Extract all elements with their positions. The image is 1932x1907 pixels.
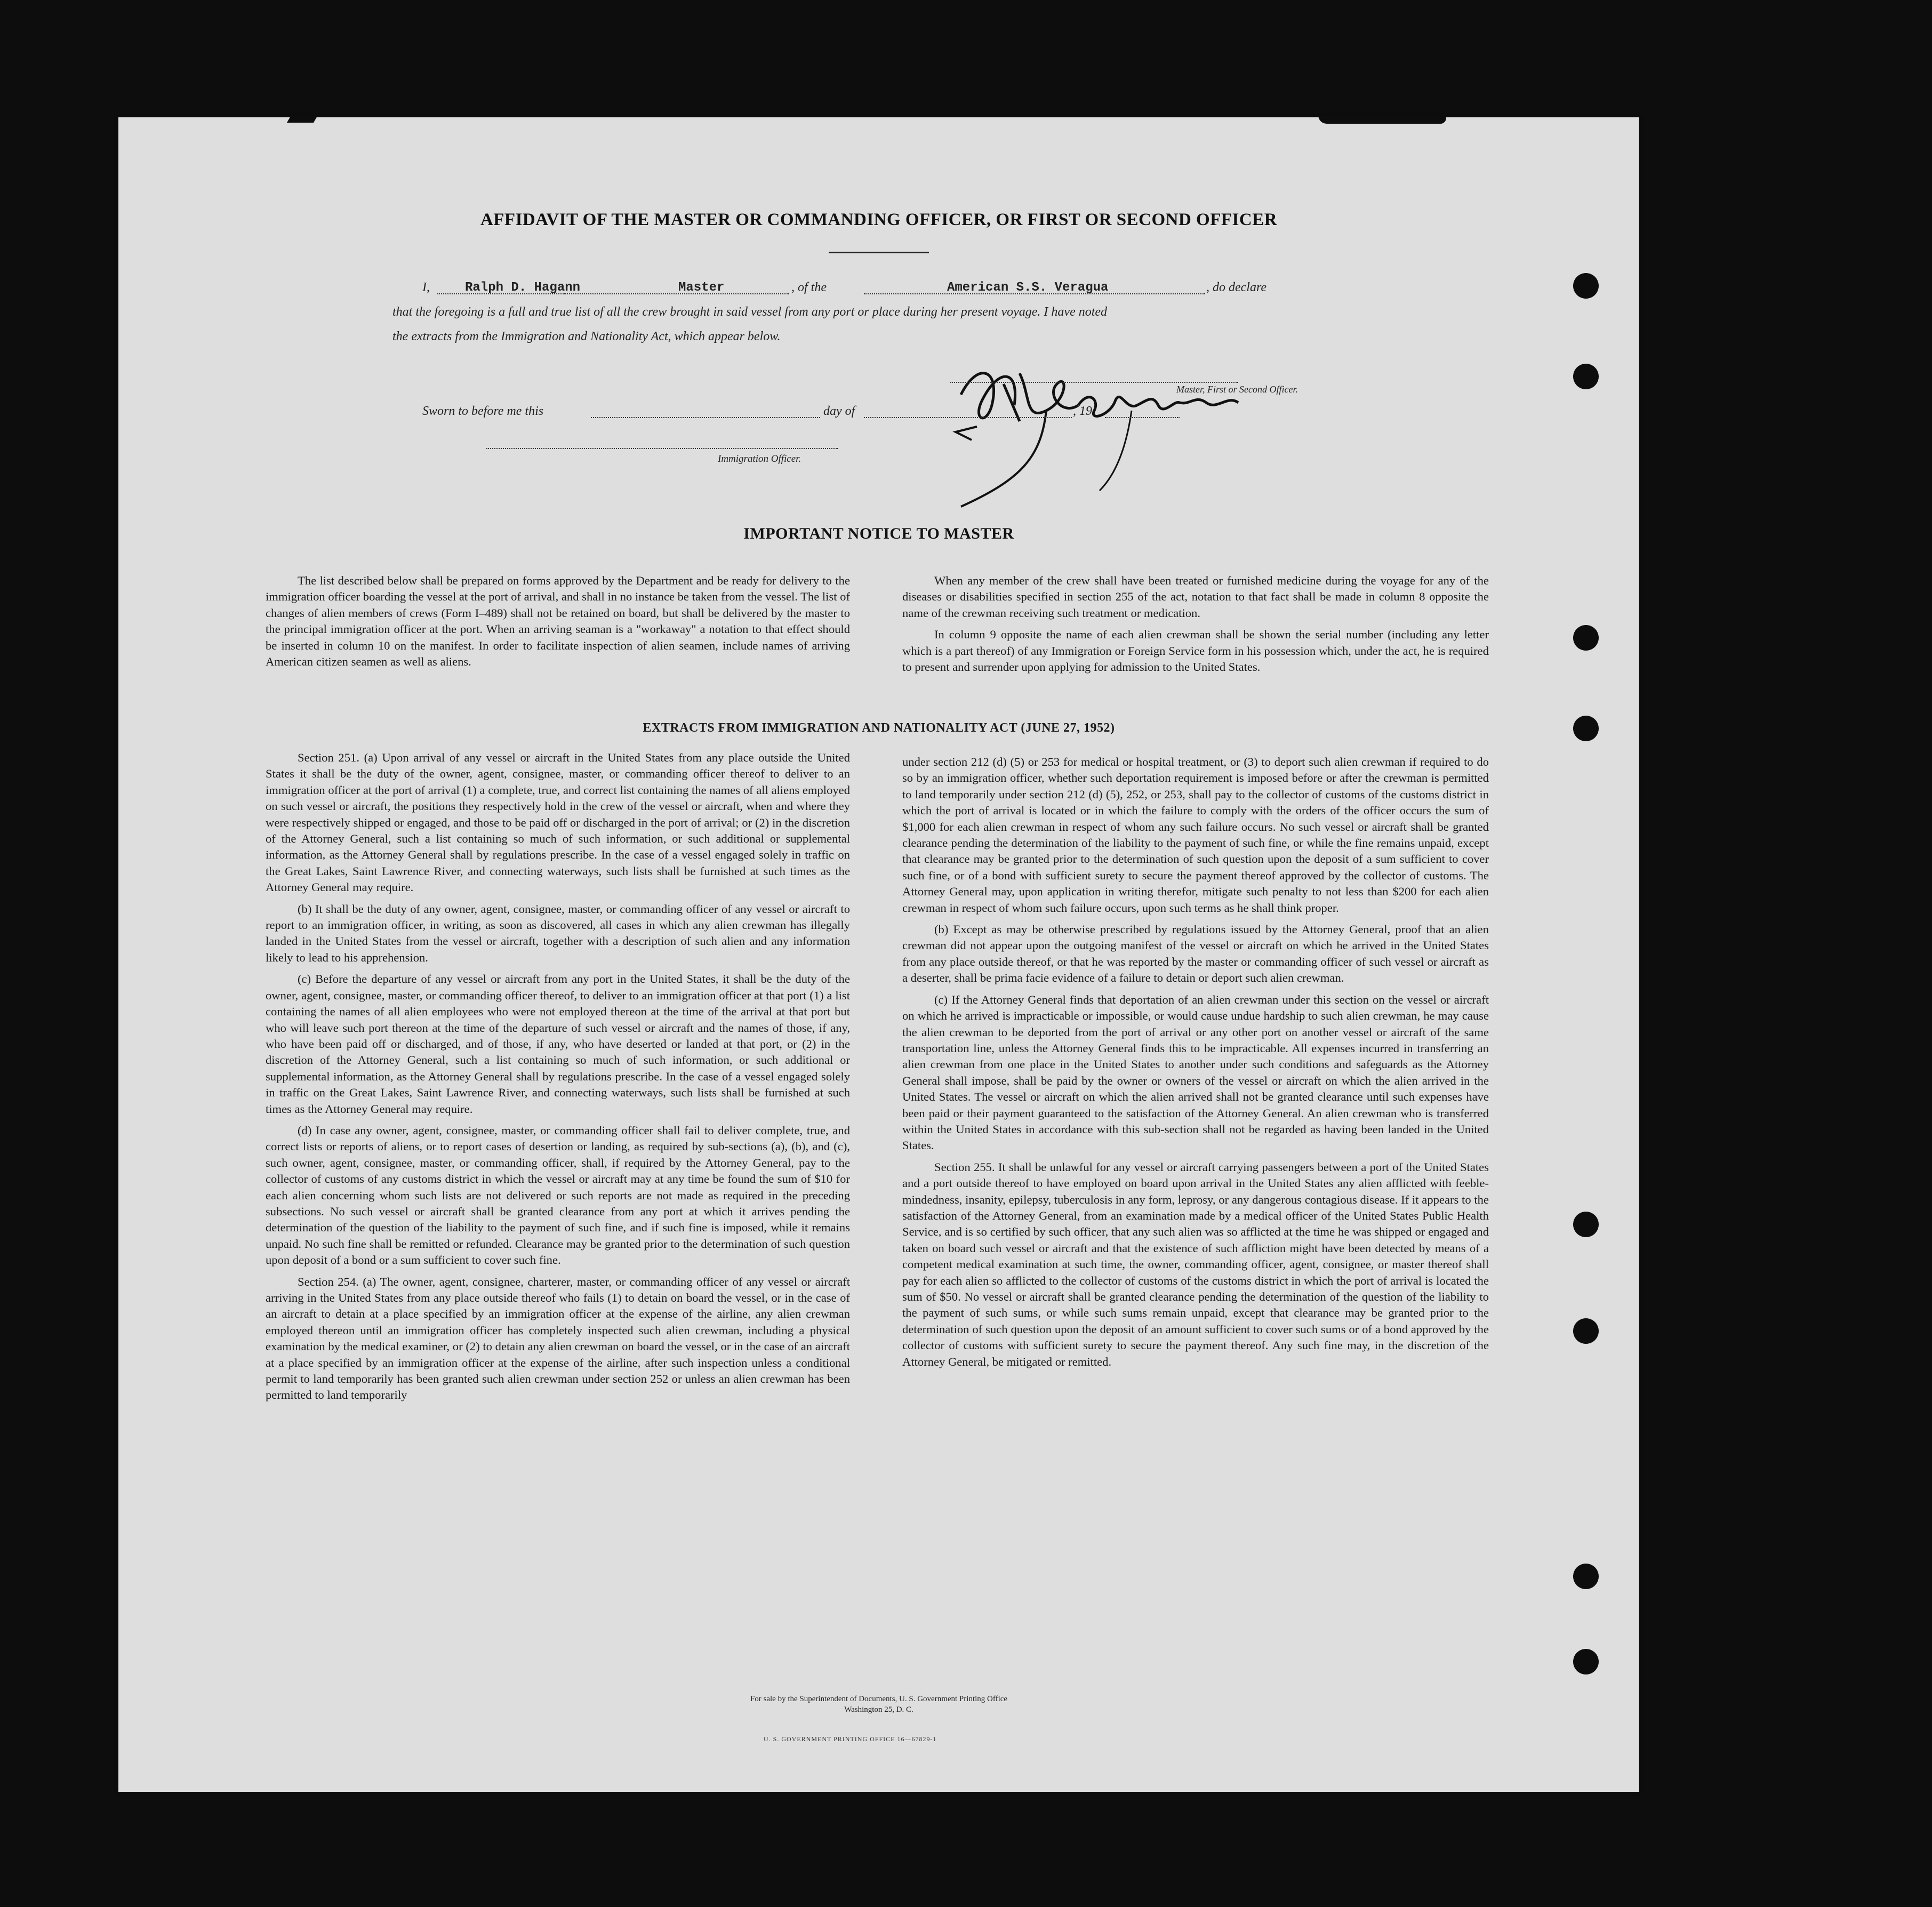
- notice-right-paragraph-2: In column 9 opposite the name of each alien crewman shall be shown the serial number (including any letter which is a part thereof) of any Immigration or Foreign Service form in his possession which, under the act, he is required to present and surrender upon applying for admission to the United States.: [902, 628, 1489, 674]
- notice-left-paragraph: The list described below shall be prepared on forms approved by the Department and be ready for delivery to the immigration officer boarding the vessel at the port of arrival, and shall in no instance be taken from the vessel. The list of changes of alien members of crews (Form I–489) shall not be retained on board, but shall be delivered by the master to the principal immigration officer at the port. When an arriving seaman is a "workaway" a notation to that effect should be inserted in column 10 on the manifest. In order to facilitate inspection of alien seamen, include names of arriving American citizen seamen as well as aliens.: [266, 574, 850, 669]
- section-251-a: Section 251. (a) Upon arrival of any vessel or aircraft in the United States from any place outside the United States it shall be the duty of the owner, agent, consignee, master, or commanding officer thereof to deliver to an immigration officer at the port of arrival (1) a complete, true, and correct list containing the names of all aliens employed on such vessel or aircraft, the positions they respectively hold in the crew of the vessel or aircraft, when and where they were respectively shipped or engaged, and those to be paid off or discharged in the port of arrival; or (2) in the discretion of the Attorney General, such a list containing so much of such information, or such additional or supplemental information, as the Attorney General shall by regulations prescribe. In the case of a vessel engaged solely in traffic on the Great Lakes, Saint Lawrence River, and connecting waterways, such lists shall be furnished at such times as the Attorney General may require.: [266, 751, 850, 894]
- signature-line: [950, 382, 1238, 383]
- notice-right-column: [902, 573, 1489, 675]
- master-name: Ralph D. Hagann: [465, 281, 581, 295]
- do-declare-label: , do declare: [1206, 281, 1267, 294]
- declaration-line-2: that the foregoing is a full and true list of all the crew brought in said vessel from any port or place during her present voyage. I have noted: [392, 305, 1108, 319]
- declaration-prefix: I,: [422, 281, 430, 294]
- sworn-year-blank: [1105, 417, 1180, 418]
- sale-footer-line-2: Washington 25, D. C.: [844, 1705, 913, 1714]
- rank-blank: [565, 293, 789, 294]
- sworn-month-blank: [864, 417, 1072, 418]
- notice-left-column: [266, 573, 850, 670]
- section-251-d: (d) In case any owner, agent, consignee, master, or commanding officer shall fail to deliver complete, true, and correct lists or reports of aliens, or to report cases of desertion or landing, as required by sub-sections (a), (b), and (c), such owner, agent, consignee, master, or commanding officer, shall, if required by the Attorney General, pay to the collector of customs of any customs district in which the vessel or aircraft may at any time be found the sum of $10 for each alien concerning whom such lists are not delivered or such reports are not made as required in the preceding subsections. No such vessel or aircraft shall be granted clearance from any port at which it arrives pending the determination of the question of the liability to the payment of such fine, and if such fine is imposed, while it remains unpaid. No such fine shall be remitted or refunded. Clearance may be granted prior to the determination of such question upon deposit of a bond or a sum sufficient to cover such fine.: [266, 1123, 850, 1267]
- vessel-name: American S.S. Veragua: [947, 281, 1109, 295]
- punch-hole: [1573, 1318, 1599, 1344]
- sworn-day-blank: [591, 417, 820, 418]
- notice-title: IMPORTANT NOTICE TO MASTER: [743, 525, 1014, 542]
- day-of-label: day of: [823, 404, 855, 418]
- sale-footer: [118, 1694, 1639, 1715]
- section-254-a: Section 254. (a) The owner, agent, consignee, charterer, master, or commanding officer of any vessel or aircraft arriving in the United States from any place outside thereof who fails (1) to detain on board the vessel, or in the case of an aircraft to detain at a place specified by an immigration officer at the expense of the airline, any alien crewman employed thereon until an immigration officer has completely inspected such alien crewman, including a physical examination by the medical examiner, or (2) to detain any alien crewman on board the vessel, or in the case of an aircraft at a place specified by an immigration officer at the expense of the airline, after such inspection unless a conditional permit to land temporarily has been granted such alien crewman under section 252 or unless an alien crewman has been permitted to land temporarily: [266, 1275, 850, 1402]
- master-signature: [940, 352, 1270, 512]
- extracts-left-column: [266, 750, 850, 1404]
- extracts-right-column: [902, 754, 1489, 1370]
- immigration-officer-caption: Immigration Officer.: [718, 453, 801, 464]
- section-251-c: (c) Before the departure of any vessel or aircraft from any port in the United States, it shall be the duty of the owner, agent, consignee, master, or commanding officer thereof, to deliver to an immigration officer at that port (1) a list containing the names of all alien employees who were not employed thereon at the time of the arrival at that port but who will leave such port thereon at the time of the departure of such vessel or aircraft and the names of those, if any, who have been paid off or discharged, and of those, if any, who have deserted or landed at that port, or (2) in the discretion of the Attorney General, such a list containing so much of such information, or such additional or supplemental information, as the Attorney General shall by regulations prescribe. In the case of a vessel engaged solely in traffic on the Great Lakes, Saint Lawrence River, and connecting waterways, such lists shall be furnished at such times as the Attorney General may require.: [266, 972, 850, 1116]
- notice-right-paragraph-1: When any member of the crew shall have been treated or furnished medicine during the voyage for any of the diseases or disabilities specified in section 255 of the act, notation to that fact shall be made in column 8 opposite the name of the crewman receiving such treatment or medication.: [902, 574, 1489, 620]
- year-prefix: , 19: [1073, 404, 1092, 418]
- section-251-b: (b) It shall be the duty of any owner, agent, consignee, master, or commanding officer of any vessel or aircraft to report to an immigration officer, in writing, as soon as discovered, all cases in which any alien crewman has illegally landed in the United States from the vessel or aircraft, together with a description of such alien and any information likely to lead to his apprehension.: [266, 902, 850, 964]
- sale-footer-line-1: For sale by the Superintendent of Documents, U. S. Government Printing Office: [750, 1695, 1008, 1703]
- section-254-c: (c) If the Attorney General finds that deportation of an alien crewman under this section on the vessel or aircraft on which he arrived is impracticable or impossible, or would cause undue hardship to such alien crewman, he may cause the alien crewman to be deported from the port of arrival or any other port on another vessel or aircraft of the same transportation line, unless the Attorney General finds this to be impracticable. All expenses incurred in transferring an alien crewman from one place in the United States to another under such conditions and safeguards as the Attorney General shall impose, shall be paid by the owner or owners of the vessel or aircraft on which the alien arrived in the United States. The vessel or aircraft on which the alien arrived shall not be granted clearance until such expenses have been paid or their payment guaranteed to the satisfaction of the Attorney General. An alien crewman who is transferred within the United States in accordance with this sub-section shall not be regarded as having been landed in the United States.: [902, 992, 1489, 1152]
- section-254-a-continued: under section 212 (d) (5) or 253 for medical or hospital treatment, or (3) to deport such alien crewman if required to do so by an immigration officer, whether such deportation requirement is imposed before or after the crewman is permitted to land temporarily under section 212 (d) (5), 252, or 253, shall pay to the collector of customs of the customs district in which the port of arrival is located or in which the failure to comply with the orders of the officer occurs the sum of $1,000 for each alien crewman in respect of whom any such failure occurs. No such vessel or aircraft shall be granted clearance pending the determination of the liability to the payment of such fine, or while the fine remains unpaid, except that clearance may be granted prior to the determination of such question upon the deposit of a sum sufficient to cover such fine, or of a bond with sufficient surety to secure the payment thereof approved by the collector of customs. The Attorney General may, upon application in writing therefor, mitigate such penalty to not less than $200 for each alien crewman in respect of whom such failure occurs, upon such terms as he shall think proper.: [902, 755, 1489, 915]
- extracts-title: EXTRACTS FROM IMMIGRATION AND NATIONALITY ACT (JUNE 27, 1952): [643, 721, 1115, 735]
- punch-hole: [1573, 1649, 1599, 1674]
- torn-edge: [1318, 115, 1446, 124]
- punch-hole: [1573, 1564, 1599, 1589]
- of-the-label: , of the: [791, 281, 827, 294]
- title-rule: [829, 252, 929, 253]
- punch-hole: [1573, 625, 1599, 651]
- punch-hole: [1573, 1212, 1599, 1237]
- declaration-line-3: the extracts from the Immigration and Nationality Act, which appear below.: [392, 330, 781, 343]
- officer-signature-line: [486, 448, 838, 449]
- section-254-b: (b) Except as may be otherwise prescribed by regulations issued by the Attorney General, proof that an alien crewman did not appear upon the outgoing manifest of the vessel or aircraft on which he arrived in the United States from any place outside thereof, or that he was reported by the master or commanding officer of such vessel or aircraft as a deserter, shall be prima facie evidence of a failure to detain or deport such alien crewman.: [902, 923, 1489, 985]
- master-rank: Master: [678, 281, 725, 295]
- sworn-label: Sworn to before me this: [422, 404, 544, 418]
- punch-hole: [1573, 364, 1599, 389]
- document-page: [118, 117, 1639, 1792]
- torn-edge: [287, 115, 318, 123]
- signature-caption: Master, First or Second Officer.: [1176, 384, 1298, 395]
- affidavit-title: AFFIDAVIT OF THE MASTER OR COMMANDING OFFICER, OR FIRST OR SECOND OFFICER: [480, 210, 1278, 229]
- printer-line: U. S. GOVERNMENT PRINTING OFFICE 16—67829-1: [764, 1735, 937, 1743]
- punch-hole: [1573, 273, 1599, 299]
- section-255: Section 255. It shall be unlawful for any vessel or aircraft carrying passengers between a port of the United States and a port outside thereof to have employed on board upon arrival in the United States any alien afflicted with feeble-mindedness, insanity, epilepsy, tuberculosis in any form, leprosy, or any dangerous contagious disease. If it appears to the satisfaction of the Attorney General, from an examination made by a medical officer of the United States Public Health Service, and is so certified by such officer, that any such alien was so afflicted at the time he was shipped or engaged and taken on board such vessel or aircraft and that the existence of such affliction might have been detected by means of a competent medical examination at such time, the owner, commanding officer, agent, consignee, or master thereof shall pay for each alien so afflicted to the collector of customs of the customs district in which the port of arrival is located the sum of $50. No vessel or aircraft shall be granted clearance pending the determination of the question of the liability to the payment of such sums, or while such sums remain unpaid, except that clearance may be granted prior to the determination of such question upon the deposit of an amount sufficient to cover such sums or of a bond approved by the collector of customs with sufficient surety to secure the payment thereof. Any such fine may, in the discretion of the Attorney General, be mitigated or remitted.: [902, 1160, 1489, 1368]
